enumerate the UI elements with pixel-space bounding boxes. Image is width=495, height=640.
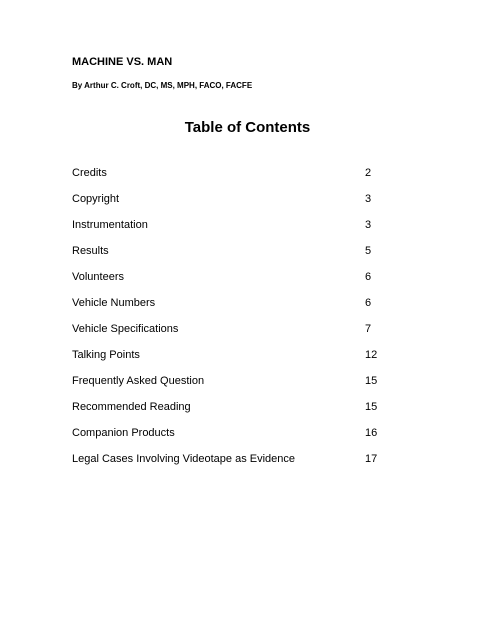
table-of-contents <box>72 166 382 478</box>
toc-entry-page: 6 <box>365 297 372 309</box>
toc-entry-page: 2 <box>365 167 372 179</box>
toc-entry-talking-points <box>72 348 382 374</box>
toc-heading: Table of Contents <box>184 119 311 136</box>
toc-entry-label: Vehicle Numbers <box>72 297 156 309</box>
document-title: MACHINE VS. MAN <box>72 56 173 68</box>
toc-entry-label: Volunteers <box>72 271 124 283</box>
toc-entry-label: Companion Products <box>72 427 175 439</box>
toc-entry-label: Talking Points <box>72 349 140 361</box>
toc-entry-page: 17 <box>365 453 378 465</box>
toc-entry-recommended-reading <box>72 400 382 426</box>
toc-entry-page: 15 <box>365 401 378 413</box>
toc-entry-vehicle-specifications <box>72 322 382 348</box>
toc-entry-results <box>72 244 382 270</box>
toc-entry-page: 16 <box>365 427 378 439</box>
toc-entry-volunteers <box>72 270 382 296</box>
toc-entry-companion-products <box>72 426 382 452</box>
toc-entry-copyright <box>72 192 382 218</box>
toc-entry-legal-cases <box>72 452 382 478</box>
toc-entry-label: Vehicle Specifications <box>72 323 179 335</box>
toc-entry-page: 5 <box>365 245 372 257</box>
toc-entry-label: Recommended Reading <box>72 401 191 413</box>
toc-entry-label: Results <box>72 245 109 257</box>
toc-entry-faq <box>72 374 382 400</box>
toc-entry-page: 7 <box>365 323 372 335</box>
toc-entry-label: Legal Cases Involving Videotape as Evidence <box>72 453 296 465</box>
toc-entry-label: Credits <box>72 167 107 179</box>
toc-entry-label: Frequently Asked Question <box>72 375 205 387</box>
toc-entry-page: 12 <box>365 349 378 361</box>
toc-entry-credits <box>72 166 382 192</box>
toc-entry-instrumentation <box>72 218 382 244</box>
toc-entry-label: Copyright <box>72 193 120 205</box>
toc-entry-label: Instrumentation <box>72 219 148 231</box>
toc-entry-page: 15 <box>365 375 378 387</box>
toc-entry-vehicle-numbers <box>72 296 382 322</box>
author-byline: By Arthur C. Croft, DC, MS, MPH, FACO, FACFE <box>72 81 253 90</box>
toc-entry-page: 6 <box>365 271 372 283</box>
toc-entry-page: 3 <box>365 193 372 205</box>
toc-entry-page: 3 <box>365 219 372 231</box>
